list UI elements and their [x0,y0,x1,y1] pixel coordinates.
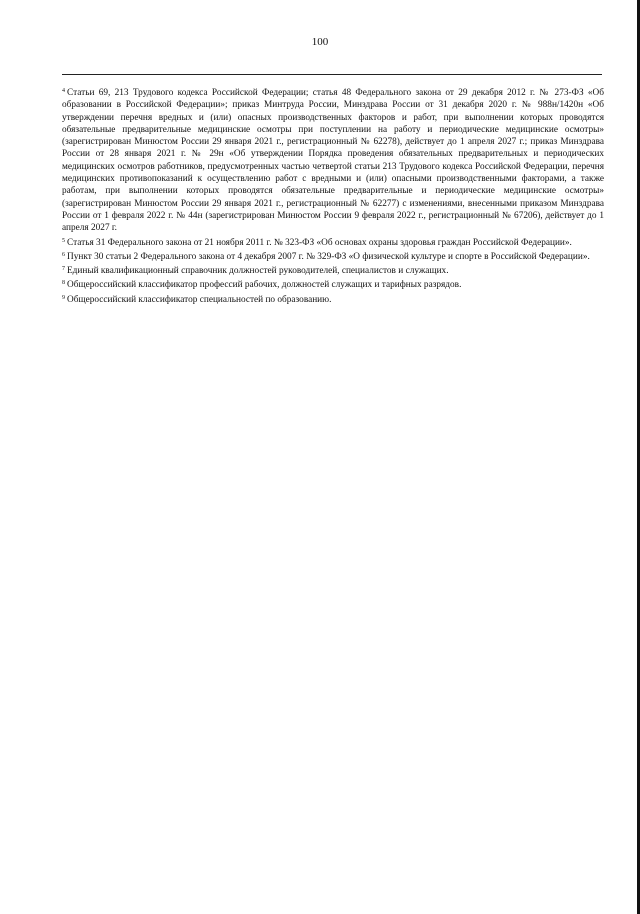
footnote-text: Статья 31 Федерального закона от 21 ноября 2011 г. № 323-ФЗ «Об основах охраны здоровья граждан Российской Федерации». [67,237,572,248]
footnote-mark: 9 [62,294,65,301]
footnote-7 [62,263,604,277]
footnote-text: Общероссийский классификатор профессий рабочих, должностей служащих и тарифных разрядов. [67,280,462,291]
footnote-4 [62,85,604,235]
footnote-6 [62,249,604,263]
footnote-mark: 7 [62,266,65,273]
footnote-9 [62,292,604,306]
footnotes-block [62,85,604,306]
footnote-5 [62,235,604,249]
footnote-8 [62,277,604,291]
footnote-mark: 8 [62,280,65,287]
page-number: 100 [311,36,329,48]
footnote-mark: 6 [62,251,65,258]
footnote-text: Единый квалификационный справочник должностей руководителей, специалистов и служащих. [67,266,449,277]
footnote-text: Пункт 30 статьи 2 Федерального закона от 4 декабря 2007 г. № 329-ФЗ «О физической культуре и спорте в Российской Федерации». [67,251,590,262]
footnote-mark: 4 [62,88,65,94]
footnote-text: Общероссийский классификатор специальностей по образованию. [67,294,332,305]
footnote-mark: 5 [62,237,65,244]
footnote-separator [62,74,602,75]
footnote-text: Статьи 69, 213 Трудового кодекса Российской Федерации; статья 48 Федерального закона от 29 декабря 2012 г. № 273-ФЗ «Об образовании в Российской Федерации»; приказ Минтруда России, Минздрава России от 31 декабря 2020 г. № 988н/1420н «Об утверждении перечня вредных и (или) опасных производственных факторов и работ, при выполнении которых проводятся обязательные предварительные медицинские осмотры при поступлении на работу и периодические медицинские осмотры» (зарегистрирован Минюстом России 29 января 2021 г., регистрационный № 62278), действует до 1 апреля 2027 г.; приказ Минздрава России от 28 января 2021 г. № 29н «Об утверждении Порядка проведения обязательных предварительных и периодических медицинских осмотров работников, предусмотренных частью четвертой статьи 213 Трудового кодекса Российской Федерации, перечня медицинских противопоказаний к осуществлению работ с вредными и (или) опасными производственными факторами, а также работам, при выполнении которых проводятся обязательные предварительные и периодические медицинские осмотры» (зарегистрирован Минюстом России 29 января 2021 г., регистрационный № 62277) с изменениями, внесенными приказом Минздрава России от 1 февраля 2022 г. № 44н (зарегистрирован Минюстом России 9 февраля 2022 г., регистрационный № 67206), действует до 1 апреля 2027 г. [62,88,604,234]
